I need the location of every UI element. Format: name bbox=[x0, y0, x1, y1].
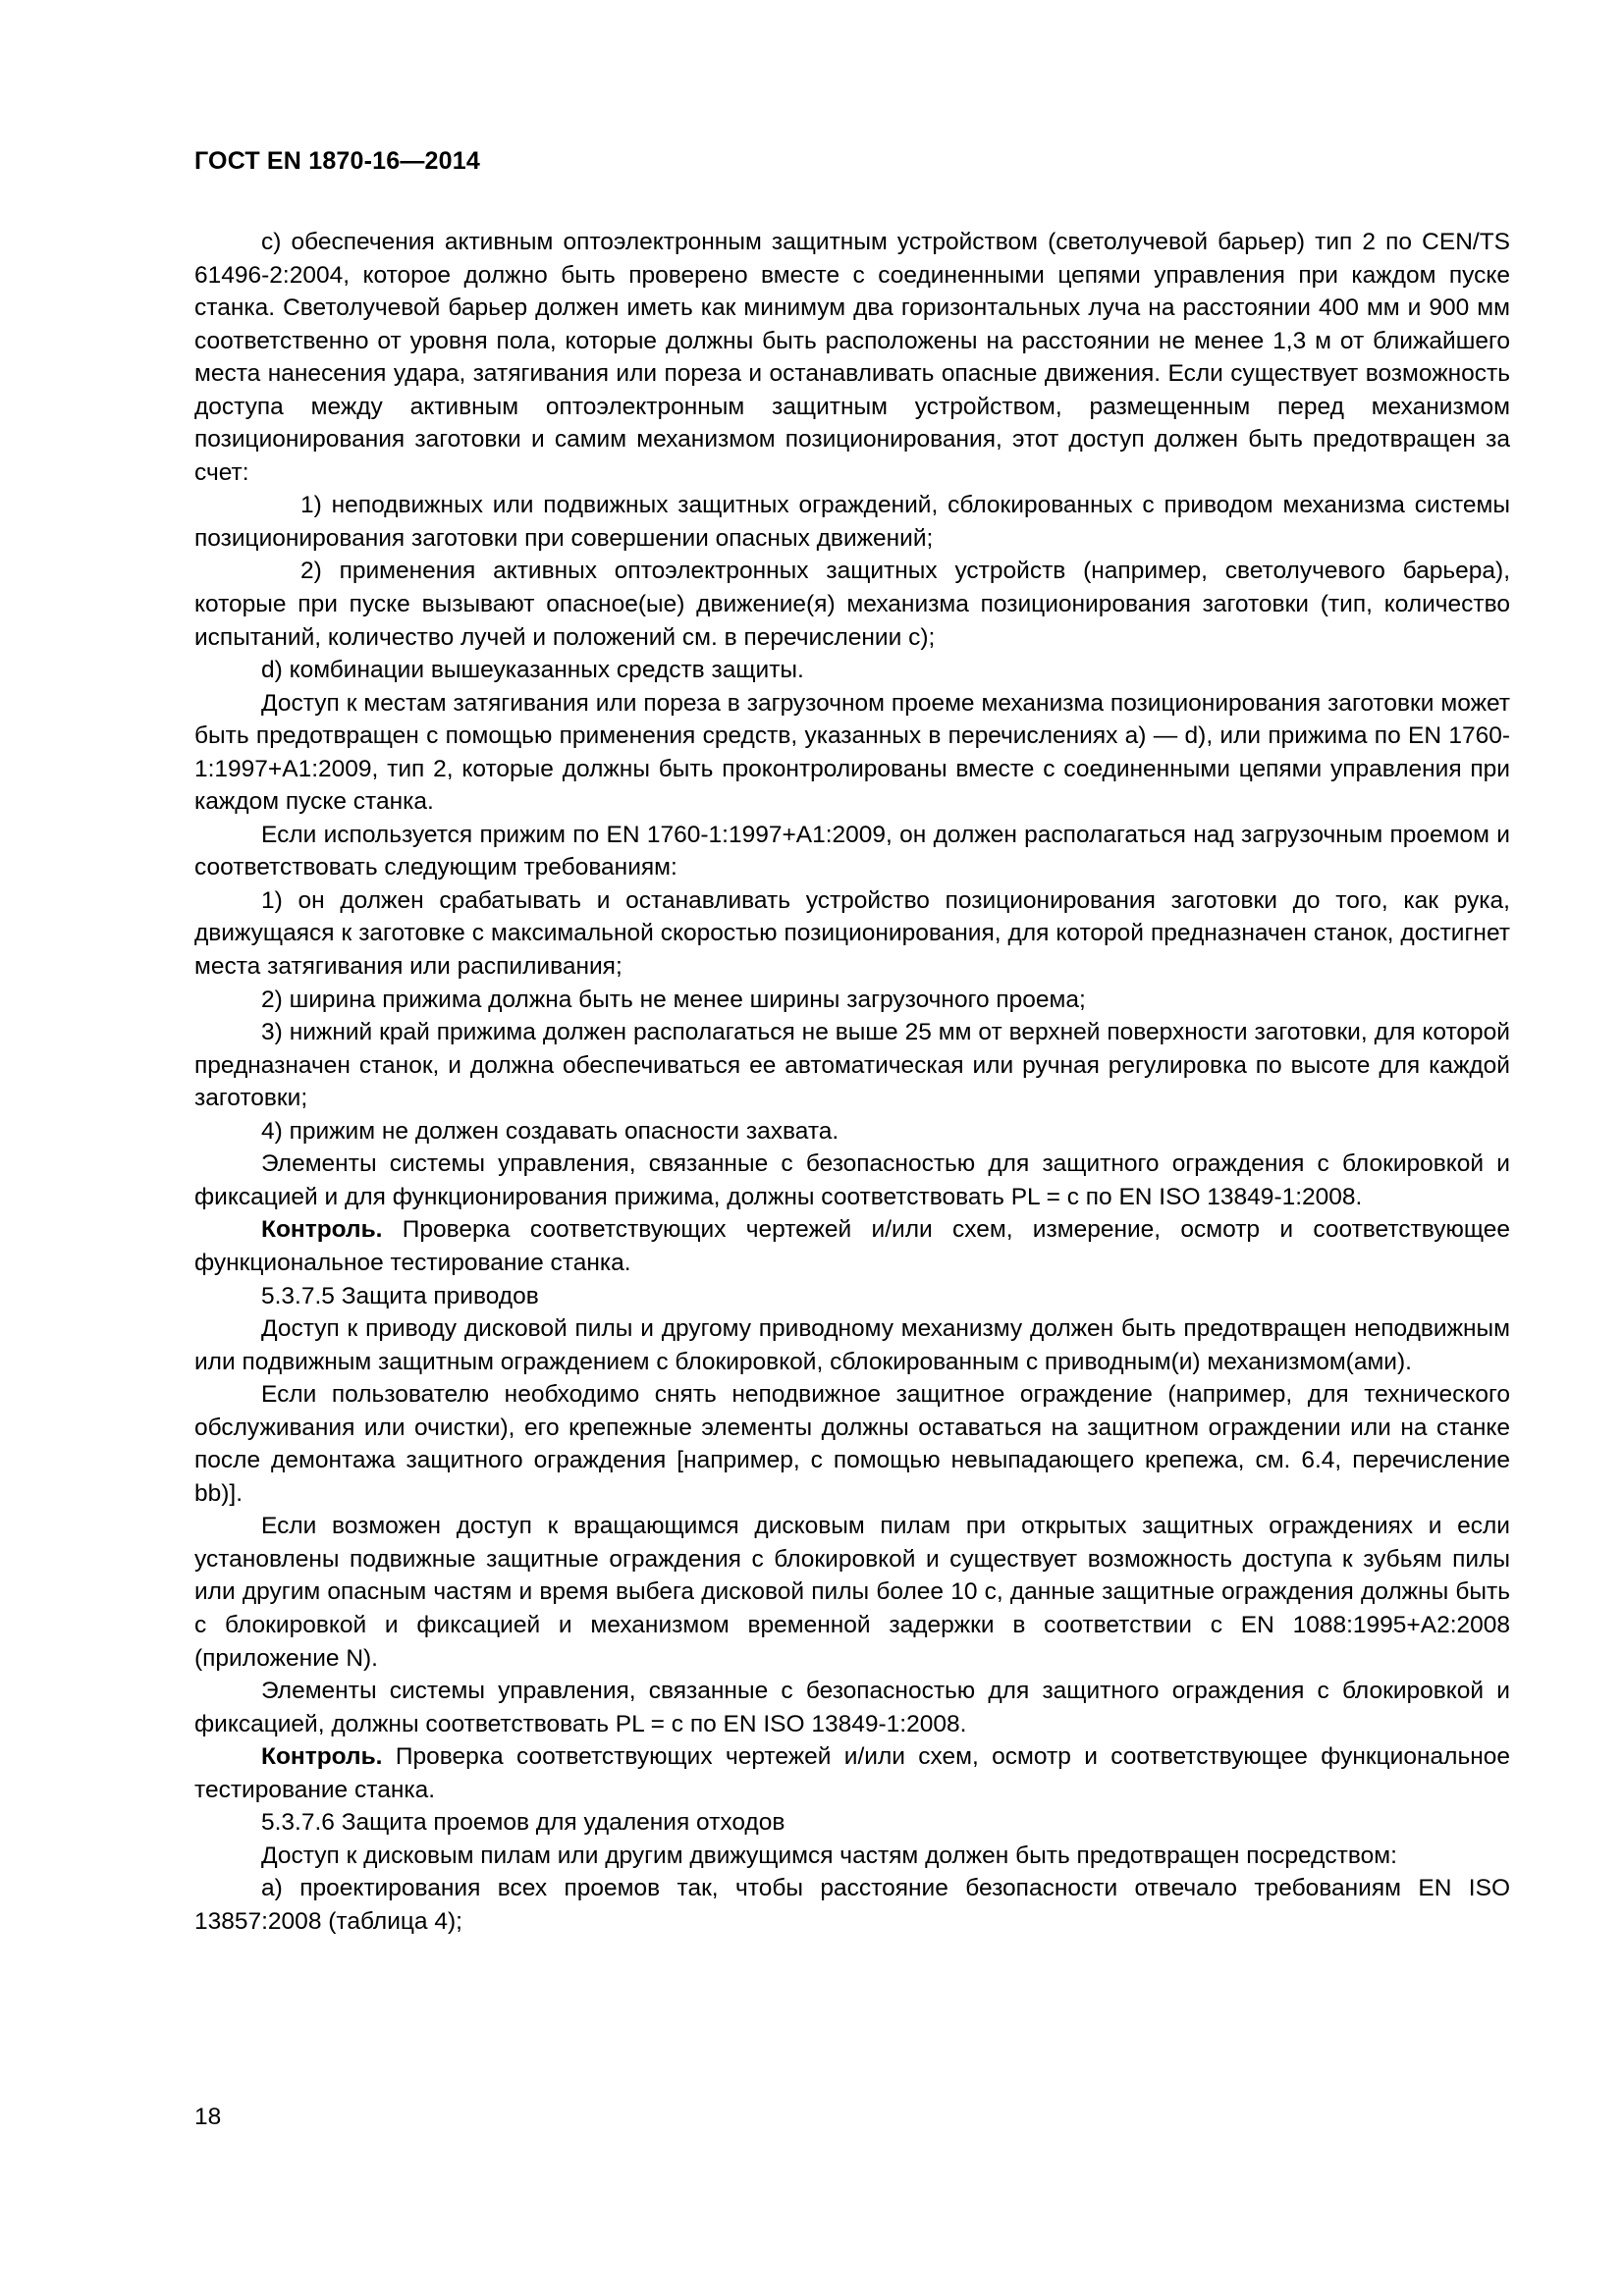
paragraph-control-elements-1: Элементы системы управления, связанные с безопасностью для защитного ограждения с блокировкой и фиксацией и для функционирования прижима, должны соответствовать PL = с по EN ISO 13849-1:2008. bbox=[194, 1150, 1510, 1210]
paragraph-item-d: d) комбинации вышеуказанных средств защиты. bbox=[261, 657, 804, 684]
document-header: ГОСТ EN 1870-16—2014 bbox=[194, 147, 480, 175]
paragraph-clamp-req-2: 2) ширина прижима должна быть не менее ширины загрузочного проема; bbox=[261, 986, 1086, 1013]
paragraph-subitem-2: 2) применения активных оптоэлектронных защитных устройств (например, светолучевого барьера), которые при пуске вызывают опасное(ые) движение(я) механизма позиционирования заготовки (тип, количество испытаний, количество лучей и положений см. в перечислении с); bbox=[194, 558, 1510, 651]
page-number: 18 bbox=[194, 2104, 222, 2130]
paragraph-subitem-1: 1) неподвижных или подвижных защитных ограждений, сблокированных с приводом механизма системы позиционирования заготовки при совершении опасных движений; bbox=[194, 492, 1510, 552]
paragraph-control-check-1 bbox=[194, 1213, 1510, 1279]
control-text: Проверка соответствующих чертежей и/или схем, осмотр и соответствующее функциональное тестирование станка. bbox=[194, 1743, 1510, 1803]
paragraph-fixed-guard-removal: Если пользователю необходимо снять неподвижное защитное ограждение (например, для технического обслуживания или очистки), его крепежные элементы должны оставаться на защитном ограждении или на станке после демонтажа защитного ограждения [например, с помощью невыпадающего крепежа, см. 6.4, перечисление bb)]. bbox=[194, 1381, 1510, 1507]
section-heading-5-3-7-5: 5.3.7.5 Защита приводов bbox=[261, 1282, 539, 1309]
paragraph-clamp-req-1: 1) он должен срабатывать и останавливать устройство позиционирования заготовки до того, как рука, движущаяся к заготовке с максимальной скоростью позиционирования, для которой предназначен станок, достигнет места затягивания или распиливания; bbox=[194, 886, 1510, 981]
paragraph-clamp-req-3: 3) нижний край прижима должен располагаться не выше 25 мм от верхней поверхности заготовки, для которой предназначен станок, и должна обеспечиваться ее автоматическая или ручная регулировка по высоте для каждой заготовки; bbox=[194, 1019, 1510, 1112]
paragraph-control-elements-2: Элементы системы управления, связанные с безопасностью для защитного ограждения с блокировкой и фиксацией, должны соответствовать PL = с по EN ISO 13849-1:2008. bbox=[194, 1678, 1510, 1737]
control-text: Проверка соответствующих чертежей и/или схем, измерение, осмотр и соответствующее функциональное тестирование станка. bbox=[194, 1216, 1510, 1276]
section-heading-5-3-7-6: 5.3.7.6 Защита проемов для удаления отходов bbox=[261, 1809, 785, 1837]
paragraph-item-a: а) проектирования всех проемов так, чтобы расстояние безопасности отвечало требованиям EN ISO 13857:2008 (таблица 4); bbox=[194, 1875, 1510, 1935]
paragraph-access-loading: Доступ к местам затягивания или пореза в загрузочном проеме механизма позиционирования заготовки может быть предотвращен с помощью применения средств, указанных в перечислениях а) — d), или прижима по EN 1760-1:1997+A1:2009, тип 2, которые должны быть проконтролированы вместе с соединенными цепями управления при каждом пуске станка. bbox=[194, 689, 1510, 816]
document-body bbox=[194, 226, 1510, 1938]
paragraph-clamp-intro: Если используется прижим по EN 1760-1:1997+A1:2009, он должен располагаться над загрузочным проемом и соответствовать следующим требованиям: bbox=[194, 821, 1510, 881]
paragraph-item-c: с) обеспечения активным оптоэлектронным защитным устройством (светолучевой барьер) тип 2 по CEN/TS 61496-2:2004, которое должно быть проверено вместе с соединенными цепями управления при каждом пуске станка. Светолучевой барьер должен иметь как минимум два горизонтальных луча на расстоянии 400 мм и 900 мм соответственно от уровня пола, которые должны быть расположены на расстоянии не менее 1,3 м от ближайшего места нанесения удара, затягивания или пореза и останавливать опасные движения. Если существует возможность доступа между активным оптоэлектронным защитным устройством, размещенным перед механизмом позиционирования заготовки и самим механизмом позиционирования, этот доступ должен быть предотвращен за счет: bbox=[194, 229, 1510, 486]
control-label: Контроль. bbox=[261, 1743, 383, 1771]
paragraph-drive-access: Доступ к приводу дисковой пилы и другому приводному механизму должен быть предотвращен неподвижным или подвижным защитным ограждением с блокировкой, сблокированным с приводным(и) механизмом(ами). bbox=[194, 1315, 1510, 1375]
paragraph-rotating-saws: Если возможен доступ к вращающимся дисковым пилам при открытых защитных ограждениях и если установлены подвижные защитные ограждения с блокировкой и существует возможность доступа к зубьям пилы или другим опасным частям и время выбега дисковой пилы более 10 с, данные защитные ограждения должны быть с блокировкой и фиксацией и механизмом временной задержки в соответствии с EN 1088:1995+A2:2008 (приложение N). bbox=[194, 1513, 1510, 1672]
control-label: Контроль. bbox=[261, 1216, 383, 1244]
paragraph-control-check-2 bbox=[194, 1740, 1510, 1806]
paragraph-waste-openings: Доступ к дисковым пилам или другим движущимся частям должен быть предотвращен посредством: bbox=[261, 1842, 1397, 1869]
paragraph-clamp-req-4: 4) прижим не должен создавать опасности захвата. bbox=[261, 1117, 839, 1145]
